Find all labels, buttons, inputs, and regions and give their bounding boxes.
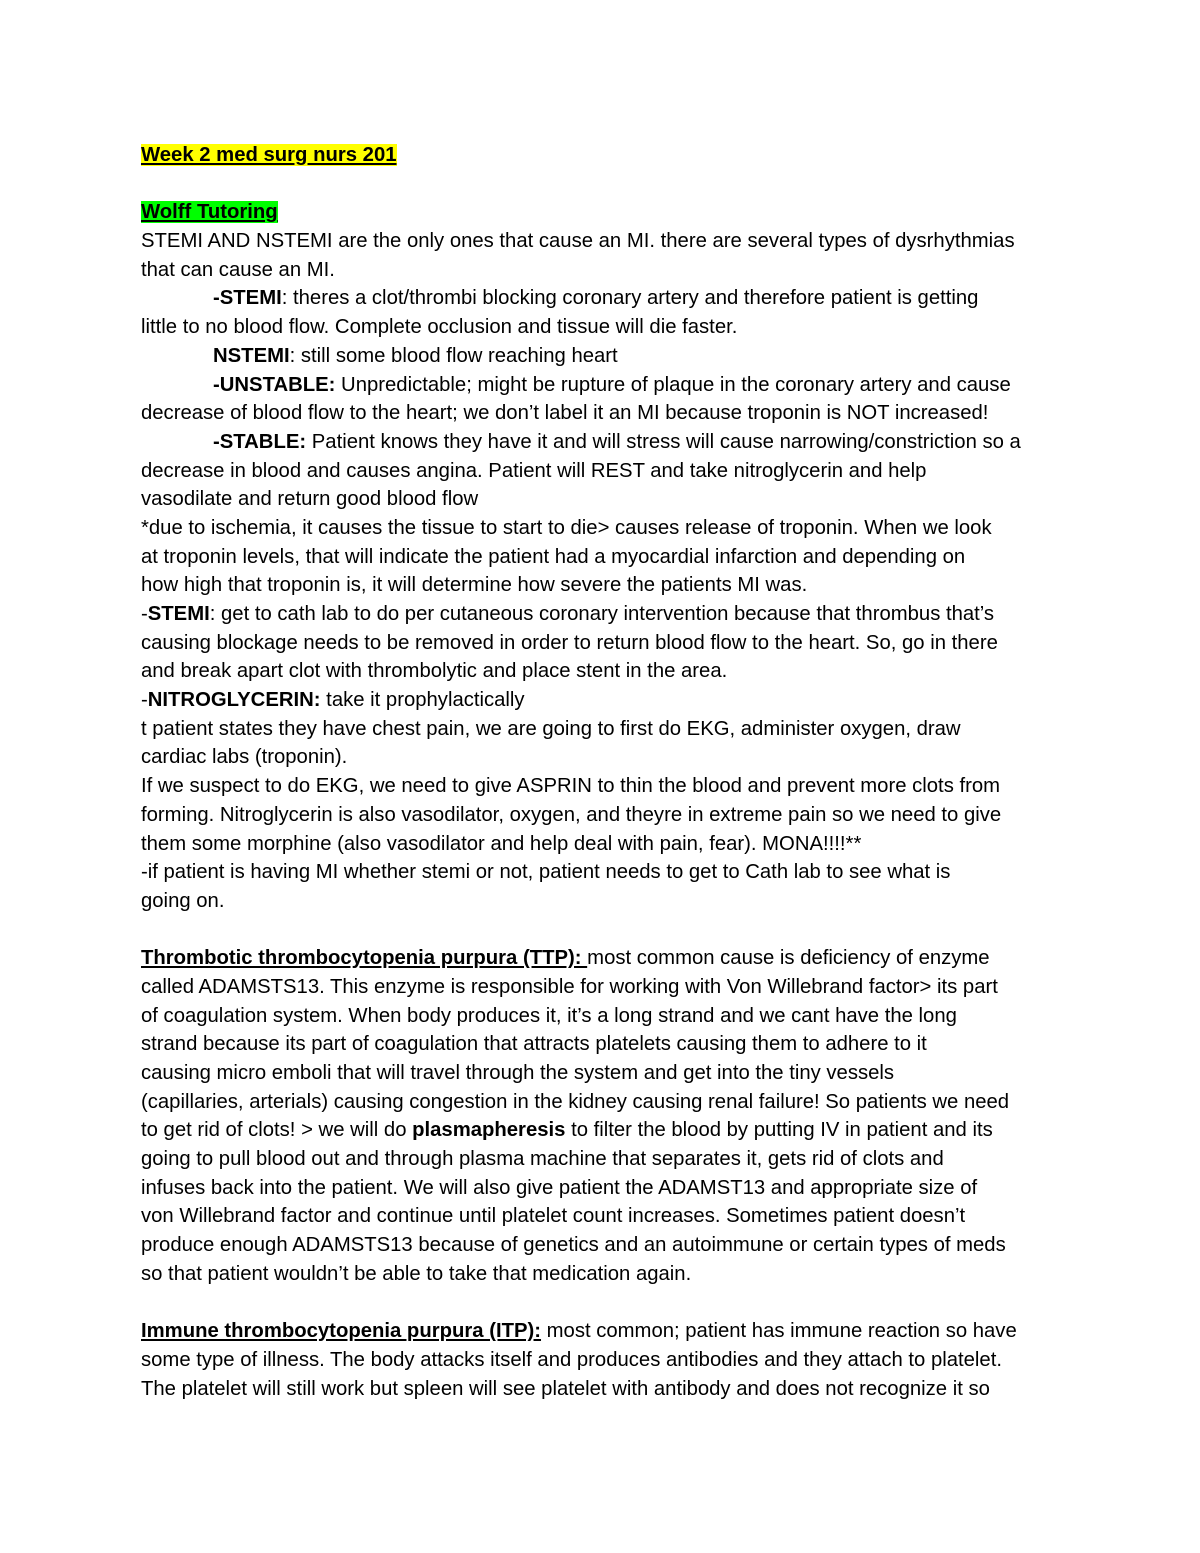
stemi-treatment-line (141, 600, 1061, 629)
unstable-label: -UNSTABLE: (213, 373, 336, 396)
paragraph-line: decrease in blood and causes angina. Patient will REST and take nitroglycerin and help (141, 459, 927, 482)
itp-text: most common; patient has immune reaction so have (541, 1320, 1017, 1343)
stemi-label: -STEMI (213, 287, 282, 310)
stemi-text: : theres a clot/thrombi blocking coronary artery and therefore patient is getting (281, 287, 979, 310)
paragraph-line: going to pull blood out and through plasma machine that separates it, gets rid of clots and (141, 1148, 944, 1171)
paragraph-line: causing micro emboli that will travel through the system and get into the tiny vessels (141, 1062, 895, 1084)
paragraph-line: -if patient is having MI whether stemi or not, patient needs to get to Cath lab to see what is (141, 861, 951, 884)
paragraph-line: so that patient wouldn’t be able to take that medication again. (141, 1262, 692, 1285)
paragraph-line: that can cause an MI. (141, 258, 335, 281)
paragraph-line: STEMI AND NSTEMI are the only ones that cause an MI. there are several types of dysrhythmias (141, 230, 1015, 253)
itp-term: Immune thrombocytopenia purpura (ITP): (141, 1320, 542, 1343)
paragraph-line: t patient states they have chest pain, we are going to first do EKG, administer oxygen, draw (141, 717, 961, 740)
paragraph-line: them some morphine (also vasodilator and help deal with pain, fear). MONA!!!!** (141, 832, 862, 855)
paragraph-line: causing blockage needs to be removed in order to return blood flow to the heart. So, go in there (141, 631, 998, 654)
spacer (141, 1289, 1061, 1318)
title-line (141, 141, 1061, 170)
dash: - (141, 603, 148, 625)
stable-text: Patient knows they have it and will stress will cause narrowing/constriction so a (306, 430, 1021, 453)
paragraph-line: of coagulation system. When body produces it, it’s a long strand and we cant have the long (141, 1004, 957, 1027)
paragraph-line: and break apart clot with thrombolytic and place stent in the area. (141, 660, 728, 683)
paragraph-line: produce enough ADAMSTS13 because of genetics and an autoimmune or certain types of meds (141, 1234, 1006, 1257)
paragraph-line: infuses back into the patient. We will also give patient the ADAMST13 and appropriate size of (141, 1176, 978, 1199)
tutor-line (141, 198, 1061, 227)
paragraph-line: strand because its part of coagulation that attracts platelets causing them to adhere to it (141, 1033, 927, 1056)
nstemi-label: NSTEMI (213, 344, 290, 367)
paragraph-line: If we suspect to do EKG, we need to give ASPRIN to thin the blood and prevent more clots from (141, 775, 1001, 798)
stable-label: -STABLE: (213, 430, 307, 453)
paragraph-line: (capillaries, arterials) causing congestion in the kidney causing renal failure! So patients we need (141, 1090, 1010, 1113)
spacer (141, 170, 1061, 199)
paragraph-line: von Willebrand factor and continue until platelet count increases. Sometimes patient doesn’t (141, 1205, 966, 1228)
paragraph-line: vasodilate and return good blood flow (141, 488, 479, 511)
stable-line (141, 428, 1061, 457)
plasma-pre: to get rid of clots! > we will do (141, 1119, 413, 1142)
document-page (141, 141, 1061, 1403)
stemi-line (141, 284, 1061, 313)
paragraph-line: little to no blood flow. Complete occlusion and tissue will die faster. (141, 316, 738, 339)
paragraph-line: called ADAMSTS13. This enzyme is responsible for working with Von Willebrand factor> its part (141, 975, 998, 998)
paragraph-line: how high that troponin is, it will determine how severe the patients MI was. (141, 574, 808, 597)
ttp-text: most common cause is deficiency of enzyme (587, 947, 990, 970)
nstemi-line (141, 342, 1061, 371)
nitroglycerin-label: NITROGLYCERIN: (147, 689, 321, 712)
paragraph-line: cardiac labs (troponin). (141, 746, 348, 769)
dash: - (141, 689, 148, 712)
paragraph-line: decrease of blood flow to the heart; we don’t label it an MI because troponin is NOT increased! (141, 402, 989, 425)
unstable-line (141, 371, 1061, 400)
ttp-term: Thrombotic thrombocytopenia purpura (TTP): (141, 947, 588, 970)
paragraph-line: going on. (141, 889, 225, 912)
tutor-heading: Wolff Tutoring (141, 201, 278, 224)
nitroglycerin-text: take it prophylactically (320, 689, 525, 712)
plasmapheresis-term: plasmapheresis (412, 1119, 566, 1142)
stemi-treatment-text: : get to cath lab to do per cutaneous coronary intervention because that thrombus that’s (209, 603, 995, 625)
nitroglycerin-line (141, 686, 1061, 715)
paragraph-line: The platelet will still work but spleen will see platelet with antibody and does not recognize it so (141, 1377, 990, 1400)
nstemi-text: : still some blood flow reaching heart (289, 344, 618, 367)
paragraph-line: at troponin levels, that will indicate the patient had a myocardial infarction and depending on (141, 545, 966, 568)
unstable-text: Unpredictable; might be rupture of plaque in the coronary artery and cause (335, 373, 1011, 396)
paragraph-line: *due to ischemia, it causes the tissue to start to die> causes release of troponin. When we look (141, 516, 992, 539)
stemi-treatment-label: STEMI (147, 603, 210, 625)
plasmapheresis-line (141, 1116, 1061, 1145)
spacer (141, 916, 1061, 945)
document-title: Week 2 med surg nurs 201 (141, 144, 397, 166)
itp-heading-line (141, 1317, 1061, 1346)
ttp-heading-line (141, 944, 1061, 973)
paragraph-line: some type of illness. The body attacks itself and produces antibodies and they attach to platelet. (141, 1348, 1002, 1371)
paragraph-line: forming. Nitroglycerin is also vasodilator, oxygen, and theyre in extreme pain so we need to give (141, 803, 1002, 826)
plasma-post: to filter the blood by putting IV in patient and its (565, 1119, 993, 1142)
